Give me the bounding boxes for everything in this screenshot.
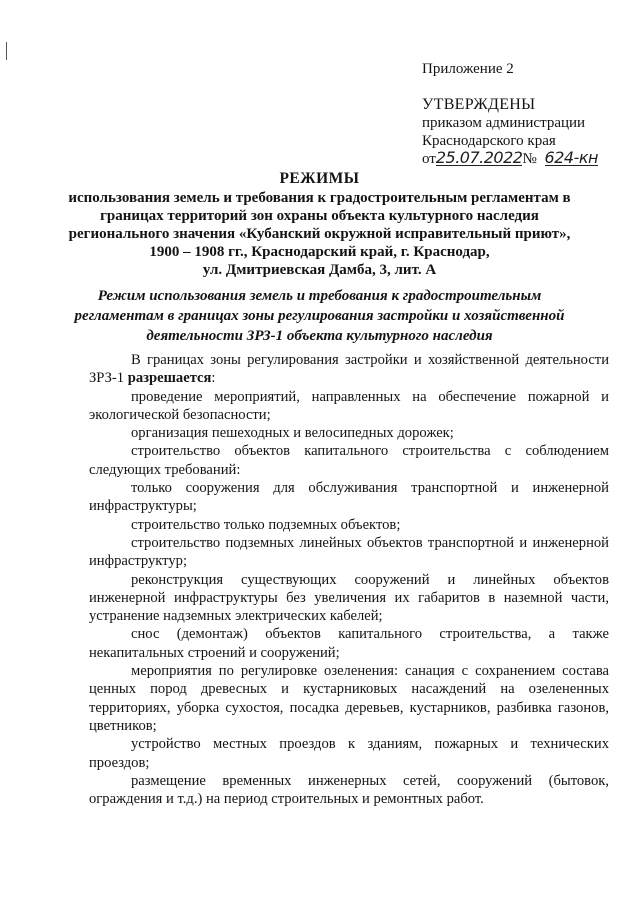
approval-line-1: приказом администрации [422,115,586,131]
list-item: строительство только подземных объектов; [131,516,401,533]
list-item: реконструкция существующих сооружений и линейных объектов инженерной инфраструктуры без увеличения их габаритов в наземной части, устранение надземных электрических кабелей; [89,571,609,625]
title-line: 1900 – 1908 гг., Краснодарский край, г. Краснодар, [149,244,490,260]
title-line: регионального значения «Кубанский окружной исправительный приют», [68,226,571,242]
subtitle-line: регламентам в границах зоны регулирования застройки и хозяйственной [74,308,565,324]
list-item: размещение временных инженерных сетей, сооружений (бытовок, ограждения и т.д.) на период строительных и ремонтных работ. [89,772,609,808]
list-item: мероприятия по регулировке озеленения: санация с сохранением состава ценных пород древесных и кустарниковых насаждений на озелененных территориях, уборка сухостоя, посадка деревьев, кустарников, разбивка газонов, цветников; [89,663,609,734]
approval-date-row [422,150,598,168]
list-item: снос (демонтаж) объектов капитального строительства, а также некапитальных строений и сооружений; [89,626,609,661]
date-prefix: от [422,151,436,167]
title-line: ул. Дмитриевская Дамба, 3, лит. А [202,262,437,278]
title-line: использования земель и требования к градостроительным регламентам в [68,190,571,206]
approval-heading: УТВЕРЖДЕНЫ [422,96,536,113]
handwritten-number: 624-кн [544,148,598,167]
intro-text: В границах зоны регулирования застройки и хозяйственной деятельности ЗРЗ-1 [89,352,609,387]
list-item: устройство местных проездов к зданиям, пожарных и технических проездов; [89,736,609,771]
handwritten-date: 25.07.2022 [435,148,523,167]
title-main: РЕЖИМЫ [279,170,360,187]
list-item: только сооружения для обслуживания транспортной и инженерной инфраструктуры; [89,480,609,515]
approval-block [422,96,598,168]
subtitle-line: Режим использования земель и требования к градостроительным [97,288,542,304]
list-item: проведение мероприятий, направленных на обеспечение пожарной и экологической безопасности; [89,388,609,423]
intro-end: : [211,370,216,387]
title-line: границах территорий зон охраны объекта культурного наследия [100,208,539,224]
annex-label: Приложение 2 [422,61,514,77]
number-prefix: № [522,151,537,167]
document-body [89,351,609,808]
intro-paragraph [89,351,609,388]
approval-line-2: Краснодарского края [422,133,556,149]
section-subtitle [60,286,579,346]
margin-mark [6,42,7,60]
subtitle-line: деятельности ЗРЗ-1 объекта культурного наследия [146,328,493,344]
list-item: строительство объектов капитального строительства с соблюдением следующих требований: [89,443,609,478]
intro-bold: разрешается [127,370,212,387]
list-item: организация пешеходных и велосипедных дорожек; [131,425,454,442]
document-title [60,170,579,279]
list-item: строительство подземных линейных объектов транспортной и инженерной инфраструктур; [89,534,609,570]
